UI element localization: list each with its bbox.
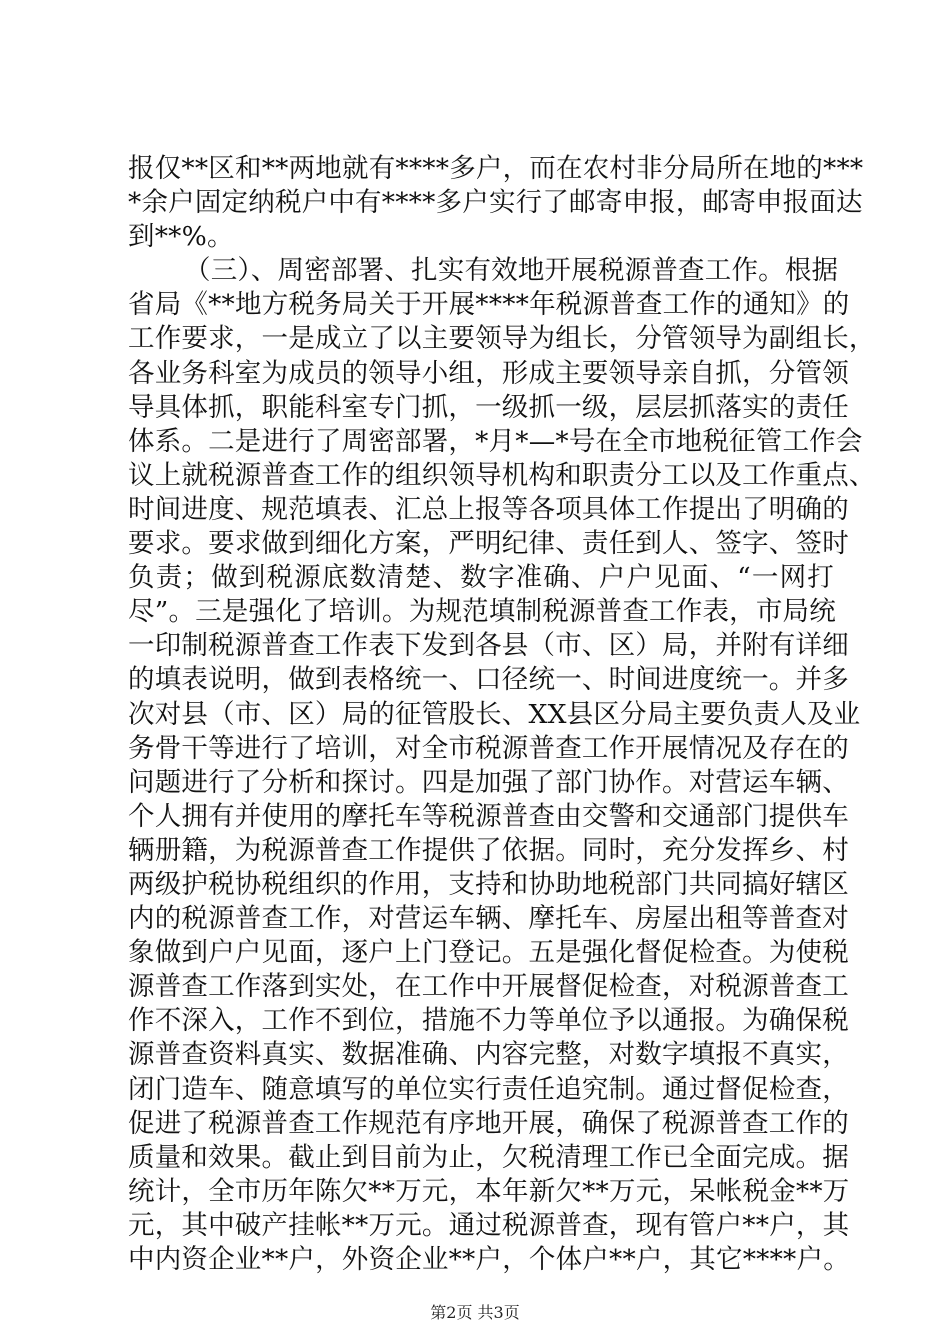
text-line: 体系。二是进行了周密部署，*月*—*号在全市地税征管工作会 [128, 425, 863, 457]
text-line: 要求。要求做到细化方案，严明纪律、责任到人、签字、签时 [128, 528, 849, 560]
text-line: 两级护税协税组织的作用，支持和协助地税部门共同搞好辖区 [128, 868, 849, 900]
text-line: 省局《**地方税务局关于开展****年税源普查工作的通知》的 [128, 289, 850, 321]
text-line: 作不深入，工作不到位，措施不力等单位予以通报。为确保税 [128, 1005, 849, 1037]
text-line: 元，其中破产挂帐**万元。通过税源普查，现有管户**户，其 [128, 1209, 850, 1241]
text-line: 问题进行了分析和探讨。四是加强了部门协作。对营运车辆、 [128, 766, 849, 798]
text-line: 报仅**区和**两地就有****多户，而在农村非分局所在地的*** [128, 153, 864, 184]
document-body [128, 152, 876, 1311]
text-line: 的填表说明，做到表格统一、口径统一、时间进度统一。并多 [128, 664, 849, 696]
text-line: 个人拥有并使用的摩托车等税源普查由交警和交通部门提供车 [128, 800, 849, 832]
paragraph-1 [128, 152, 864, 254]
text-line: 时间进度、规范填表、汇总上报等各项具体工作提出了明确的 [128, 493, 849, 525]
text-line: 导具体抓，职能科室专门抓，一级抓一级，层层抓落实的责任 [128, 391, 849, 423]
text-line: 促进了税源普查工作规范有序地开展，确保了税源普查工作的 [128, 1107, 849, 1139]
text-line: 到**%。 [128, 221, 234, 253]
text-line: *余户固定纳税户中有****多户实行了邮寄申报，邮寄申报面达 [128, 187, 863, 219]
text-line: 辆册籍，为税源普查工作提供了依据。同时，充分发挥乡、村 [128, 834, 849, 866]
text-line: 闭门造车、随意填写的单位实行责任追究制。通过督促检查， [128, 1073, 849, 1105]
text-line: 源普查工作落到实处，在工作中开展督促检查，对税源普查工 [128, 971, 849, 1003]
text-line: 议上就税源普查工作的组织领导机构和职责分工以及工作重点、 [128, 459, 876, 491]
paragraph-2 [128, 254, 876, 1311]
text-line: 工作要求，一是成立了以主要领导为组长，分管领导为副组长， [128, 323, 876, 355]
text-line: 内的税源普查工作，对营运车辆、摩托车、房屋出租等普查对 [128, 903, 849, 935]
text-line: 中内资企业**户，外资企业**户，个体户**户，其它****户。 [128, 1244, 850, 1275]
text-line: 一印制税源普查工作表下发到各县（市、区）局，并附有详细 [128, 630, 849, 662]
text-line: 务骨干等进行了培训，对全市税源普查工作开展情况及存在的 [128, 732, 849, 764]
text-line: 源普查资料真实、数据准确、内容完整，对数字填报不真实， [128, 1039, 849, 1071]
text-line: 统计，全市历年陈欠**万元，本年新欠**万元，呆帐税金**万 [128, 1175, 850, 1207]
text-line: 次对县（市、区）局的征管股长、XX县区分局主要负责人及业 [128, 698, 861, 730]
text-line: 负责；做到税源底数清楚、数字准确、户户见面、“一网打 [128, 562, 834, 594]
page-number-label: 第2页 共3页 [430, 1303, 520, 1322]
text-line: 象做到户户见面，逐户上门登记。五是强化督促检查。为使税 [128, 937, 849, 969]
text-line: 质量和效果。截止到目前为止，欠税清理工作已全面完成。据 [128, 1141, 849, 1173]
text-line: （三）、周密部署、扎实有效地开展税源普查工作。根据 [184, 255, 839, 287]
text-line: 尽”。三是强化了培训。为规范填制税源普查工作表，市局统 [128, 596, 836, 628]
page-footer [0, 1303, 950, 1323]
text-line: 各业务科室为成员的领导小组，形成主要领导亲自抓，分管领 [128, 357, 849, 389]
